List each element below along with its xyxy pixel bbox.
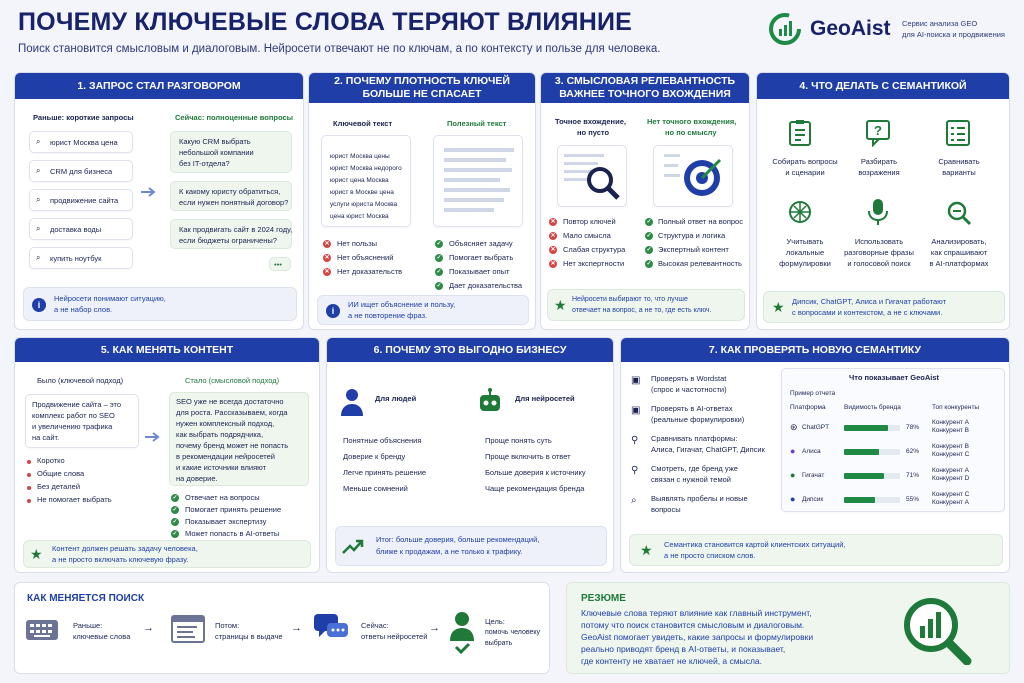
arrow-right-icon: →: [143, 622, 154, 634]
arrow-right-icon: [141, 187, 157, 197]
wordstat-icon: ▣: [631, 375, 641, 386]
brand-tagline: Сервис анализа GEO для AI-поиска и продвижения: [902, 19, 1005, 39]
visibility-bar: [844, 449, 879, 455]
panel-6-title: 6. ПОЧЕМУ ЭТО ВЫГОДНО БИЗНЕСУ: [327, 338, 613, 362]
visibility-bar: [844, 473, 884, 479]
arrow-right-icon: →: [291, 622, 302, 634]
check-icon: ✓: [646, 261, 652, 267]
panel-4-note: ★ Дипсик, ChatGPT, Алиса и Гигачат работают с вопросами и контекстом, а не с ключами.: [763, 291, 1005, 323]
panel-3-title: 3. СМЫСЛОВАЯ РЕЛЕВАНТНОСТЬ ВАЖНЕЕ ТОЧНОГО ВХОЖДЕНИЯ: [541, 73, 749, 103]
visibility-bar: [844, 497, 875, 503]
page-subtitle: Поиск становится смысловым и диалоговым. Нейросети отвечают не по ключам, а по контексту и пользе для человека.: [18, 43, 661, 55]
keyword-text-heading: Ключевой текст: [333, 119, 393, 128]
short-query: ⌕ CRM для бизнеса: [29, 160, 133, 182]
check-icon: ✓: [646, 233, 652, 239]
check-icon: ✓: [172, 531, 178, 537]
check-icon: ✓: [172, 507, 178, 513]
check-icon: ✓: [436, 269, 442, 275]
brand-name: GeoAist: [810, 17, 891, 40]
panel-summary: РЕЗЮМЕ Ключевые слова теряют влияние как главный инструмент, потому что поиск становится смысловым и диалоговым. GeoAist помогает увидеть, какие запросы и формулировки реально приводят бренд в AI-ответы, и показывает, где контенту не хватает не ключей, а смысла.: [566, 582, 1010, 674]
keyword-text-doc: юрист Москва цены юрист Москва недорого юрист цена Москва юрист в Москве цена услуги юриста Москва цена юрист Москва: [321, 135, 411, 227]
robot-icon: [477, 388, 503, 414]
visibility-bar: [844, 425, 888, 431]
keyboard-icon: [25, 619, 59, 641]
panel-change-content: 5. КАК МЕНЯТЬ КОНТЕНТ Было (ключевой подход) Стало (смысловой подход) Продвижение сайта – это комплекс работ по SEO и увеличению трафика на сайт. Коротко Общие слова Без деталей Не помогает выбрать SEO уже не всегда достаточно для роста. Рассказываем, когда нужен комплексный подход, как выбрать подрядчика, почему бренд может не попасть в рекомендации нейросетей и какие источники влияют на доверие. ✓ Отвечает на вопросы ✓ Помогает принять решение ✓ Показывает экспертизу ✓ Может попасть в AI-ответы ★ Контент должен решать задачу человека, а не просто включать ключевую фразу.: [14, 337, 320, 573]
check-icon: ✓: [436, 241, 442, 247]
left-heading: Раньше: короткие запросы: [33, 113, 134, 122]
page-title: ПОЧЕМУ КЛЮЧЕВЫЕ СЛОВА ТЕРЯЮТ ВЛИЯНИЕ: [18, 8, 632, 36]
panel-search-evolution: КАК МЕНЯЕТСЯ ПОИСК Раньше: ключевые слова → Потом: страницы в выдаче → Сейчас: ответы нейросетей → Цель: помочь человеку выбрать: [14, 582, 550, 674]
panel-5-title: 5. КАК МЕНЯТЬ КОНТЕНТ: [15, 338, 319, 362]
cross-icon: ✕: [324, 255, 330, 261]
semantic-match-doc: [653, 145, 733, 207]
arrow-right-icon: →: [429, 622, 440, 634]
star-icon: ★: [554, 297, 567, 313]
star-icon: ★: [640, 542, 653, 558]
check-icon: ✓: [436, 283, 442, 289]
short-query: ⌕ купить ноутбук: [29, 247, 133, 269]
cross-icon: ✕: [550, 247, 556, 253]
person-icon: [341, 388, 363, 416]
arrow-right-icon: [145, 432, 161, 442]
question-bubble-icon: [865, 119, 891, 147]
check-icon: ✓: [436, 255, 442, 261]
svg-text:?: ?: [874, 123, 882, 138]
info-icon: i: [326, 304, 340, 318]
check-icon: ✓: [172, 519, 178, 525]
ai-spark-icon: [787, 199, 813, 225]
search-gap-icon: ⌕: [631, 495, 637, 506]
panel-1-note: i Нейросети понимают ситуацию, а не набор слов.: [23, 287, 297, 321]
compare-list-icon: [945, 119, 971, 147]
panel-semantic-relevance: 3. СМЫСЛОВАЯ РЕЛЕВАНТНОСТЬ ВАЖНЕЕ ТОЧНОГО ВХОЖДЕНИЯ Точное вхождение, но пусто Нет точного вхождения, но по смыслу ✕ Повтор ключей ✕ Мало смысла ✕ Слабая структура ✕ Нет экспертности ✓ Полный ответ на вопрос ✓ Структура и логика ✓ Экспертный контент ✓ Высокая релевантность ★ Нейросети выбирают то, что лучше отвечает на вопрос, а не то, где есть ключ.: [540, 72, 750, 330]
panel-keyword-density: 2. ПОЧЕМУ ПЛОТНОСТЬ КЛЮЧЕЙ БОЛЬШЕ НЕ СПАСАЕТ Ключевой текст Полезный текст юрист Москва цены юрист Москва недорого юрист цена Москва юрист в Москве цена услуги юриста Москва цена юрист Москва ✕ Нет пользы ✕ Нет объяснений ✕ Нет доказательств ✓ Объясняет задачу ✓ Помогает выбрать ✓ Показывает опыт ✓ Дает доказательства i ИИ ищет объяснение и пользу, а не повторение фраз.: [308, 72, 536, 330]
cross-icon: ✕: [550, 233, 556, 239]
full-question: К какому юристу обратиться, если нужен понятный договор?: [170, 181, 292, 211]
brand-logo: [768, 12, 891, 46]
deepseek-icon: ●: [790, 494, 796, 504]
panel-check-semantics: 7. КАК ПРОВЕРЯТЬ НОВУЮ СЕМАНТИКУ ▣ Проверять в Wordstat (спрос и частотности) ▣ Проверять в AI-ответах (реальные формулировки) ⚲ Сравнивать платформы: Алиса, Гигачат, ChatGPT, Дипсик ⚲ Смотреть, где бренд уже связан с нужной темой ⌕ Выявлять пробелы и новые вопросы Что показывает GeoAist Пример отчета Платформа Видимость бренда Топ конкуренты ⊛ ChatGPT 78% Конкурент А Конкурент B ● Алиса 62% Конкурент B Конкурент С ● Гигачат 71% Конкурент А Конкурент D ● Дипсик 55% Конкурент С Конкурент А ★ Семантика становится картой клиентских ситуаций, а не просто списком слов.: [620, 337, 1010, 573]
exact-match-doc: [557, 145, 627, 207]
search-analyze-icon: [945, 199, 973, 227]
panel-5-note: ★ Контент должен решать задачу человека, а не просто включать ключевую фразу.: [23, 540, 311, 568]
short-query: ⌕ продвижение сайта: [29, 189, 133, 211]
microphone-icon: [865, 197, 891, 227]
cross-icon: ✕: [324, 241, 330, 247]
cross-icon: ✕: [550, 219, 556, 225]
chat-bubbles-icon: [313, 613, 349, 643]
location-pin-icon: ⚲: [631, 465, 639, 476]
cross-icon: ✕: [324, 269, 330, 275]
growth-chart-icon: [768, 12, 802, 46]
star-icon: ★: [772, 299, 785, 315]
panel-4-title: 4. ЧТО ДЕЛАТЬ С СЕМАНТИКОЙ: [757, 73, 1009, 99]
right-heading: Сейчас: полноценные вопросы: [175, 113, 294, 122]
panel-7-note: ★ Семантика становится картой клиентских ситуаций, а не просто списком слов.: [629, 534, 1003, 566]
typing-indicator: •••: [269, 257, 291, 271]
panel-2-note: i ИИ ищет объяснение и пользу, а не повторение фраз.: [317, 295, 529, 325]
ai-answers-icon: ▣: [631, 405, 641, 416]
geoaist-report: Что показывает GeoAist Пример отчета Платформа Видимость бренда Топ конкуренты ⊛ ChatGPT 78% Конкурент А Конкурент B ● Алиса 62% Конкурент B Конкурент С ● Гигачат 71% Конкурент А Конкурент D ● Дипсик 55% Конкурент С Конкурент А: [781, 368, 1005, 512]
new-content-box: SEO уже не всегда достаточно для роста. Рассказываем, когда нужен комплексный подход, как выбрать подрядчика, почему бренд может не попасть в рекомендации нейросетей и какие источники влияют на доверие.: [169, 392, 309, 486]
chatgpt-icon: ⊛: [790, 422, 798, 432]
location-pin-icon: ⚲: [631, 435, 639, 446]
star-icon: ★: [30, 546, 43, 562]
cross-icon: ✕: [550, 261, 556, 267]
info-icon: i: [32, 298, 46, 312]
search-results-icon: [171, 615, 205, 643]
useful-text-heading: Полезный текст: [447, 119, 507, 128]
check-icon: ✓: [172, 495, 178, 501]
useful-text-doc: [433, 135, 523, 227]
panel-7-title: 7. КАК ПРОВЕРЯТЬ НОВУЮ СЕМАНТИКУ: [621, 338, 1009, 362]
magnifier-chart-icon: [901, 595, 973, 665]
flow-title: КАК МЕНЯЕТСЯ ПОИСК: [27, 593, 145, 604]
alice-icon: ●: [790, 446, 796, 456]
magnifier-icon: [564, 152, 622, 202]
panel-query-conversation: [14, 72, 304, 330]
target-icon: [664, 150, 724, 204]
panel-1-title: 1. ЗАПРОС СТАЛ РАЗГОВОРОМ: [15, 73, 303, 99]
old-content-box: Продвижение сайта – это комплекс работ по SEO и увеличению трафика на сайт.: [25, 394, 139, 448]
check-icon: ✓: [646, 219, 652, 225]
panel-business-benefit: 6. ПОЧЕМУ ЭТО ВЫГОДНО БИЗНЕСУ Для людей Для нейросетей Понятные объяснения Доверие к бренду Легче принять решение Меньше сомнений Проще понять суть Проще включить в ответ Больше доверия к источнику Чаще рекомендация бренда Итог: больше доверия, больше рекомендаций, ближе к продажам, а не только к трафику.: [326, 337, 614, 573]
check-icon: ✓: [646, 247, 652, 253]
full-question: Какую CRM выбрать небольшой компании без IT-отдела?: [170, 131, 292, 173]
panel-3-note: ★ Нейросети выбирают то, что лучше отвечает на вопрос, а не то, где есть ключ.: [547, 289, 745, 321]
checklist-icon: [787, 119, 813, 147]
summary-title: РЕЗЮМЕ: [581, 593, 626, 604]
full-question: Как продвигать сайт в 2024 году, если бюджеты ограничены?: [170, 219, 292, 249]
document-lines-icon: [444, 146, 514, 218]
panel-semantic-actions: 4. ЧТО ДЕЛАТЬ С СЕМАНТИКОЙ ? Собирать вопросы и сценарии Разбирать возражения Сравнивать варианты Учитывать локальные формулировки Использовать разговорные фразы и голосовой поиск Анализировать, как спрашивают в AI-платформах ★ Дипсик, ChatGPT, Алиса и Гигачат работают с вопросами и контекстом, а не с ключами.: [756, 72, 1010, 330]
gigachat-icon: ●: [790, 470, 796, 480]
short-query: ⌕ юрист Москва цена: [29, 131, 133, 153]
trend-up-icon: [342, 539, 364, 555]
short-query: ⌕ доставка воды: [29, 218, 133, 240]
panel-6-note: Итог: больше доверия, больше рекомендаций, ближе к продажам, а не только к трафику.: [335, 526, 607, 566]
panel-2-title: 2. ПОЧЕМУ ПЛОТНОСТЬ КЛЮЧЕЙ БОЛЬШЕ НЕ СПАСАЕТ: [309, 73, 535, 103]
person-check-icon: [449, 611, 475, 655]
